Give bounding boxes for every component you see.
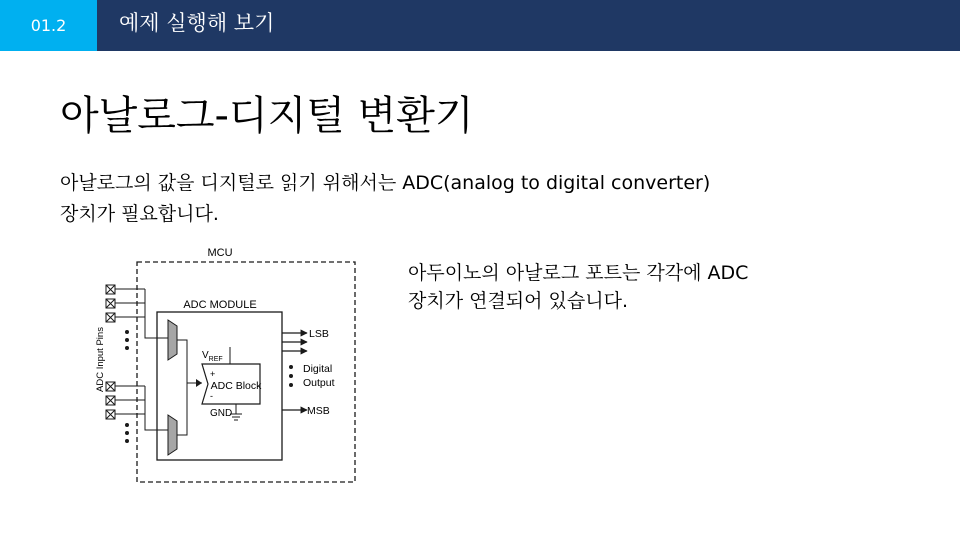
header-bar	[0, 0, 960, 51]
digital-output-line-1: Digital	[303, 363, 333, 375]
intro-line-1: 아날로그의 값을 디지털로 읽기 위해서는 ADC(analog to digital converter)	[60, 172, 711, 194]
pin-ellipsis-bottom	[125, 423, 129, 443]
section-title: 예제 실행해 보기	[119, 11, 275, 35]
adc-diagram	[90, 240, 370, 490]
mux-bottom	[168, 415, 177, 455]
intro-paragraph	[60, 168, 860, 230]
note-line-1: 아두이노의 아날로그 포트는 각각에 ADC	[408, 262, 749, 284]
vref-subscript: REF	[208, 356, 223, 363]
vref-label: $V_{REF}$	[202, 350, 223, 363]
output-ellipsis	[289, 365, 293, 387]
input-pins-label: ADC Input Pins	[95, 327, 106, 392]
gnd-label: GND	[210, 408, 233, 419]
mcu-label: MCU	[207, 247, 233, 259]
slide-title: 아날로그-디지털 변환기	[60, 93, 474, 139]
intro-line-2: 장치가 필요합니다.	[60, 203, 219, 225]
note-line-2: 장치가 연결되어 있습니다.	[408, 290, 629, 312]
lsb-label: LSB	[309, 328, 329, 340]
input-pins-bottom	[106, 382, 115, 419]
plus-sign: +	[210, 369, 216, 379]
minus-sign: -	[210, 391, 213, 401]
input-pins-top	[106, 285, 115, 322]
note-paragraph	[408, 259, 908, 315]
module-label: ADC MODULE	[183, 299, 257, 311]
adc-block-label: ADC Block	[210, 380, 262, 392]
pin-ellipsis-top	[125, 330, 129, 350]
section-number: 01.2	[0, 0, 97, 51]
mux-top	[168, 320, 177, 360]
msb-label: MSB	[307, 405, 330, 417]
digital-output-line-2: Output	[303, 377, 335, 389]
